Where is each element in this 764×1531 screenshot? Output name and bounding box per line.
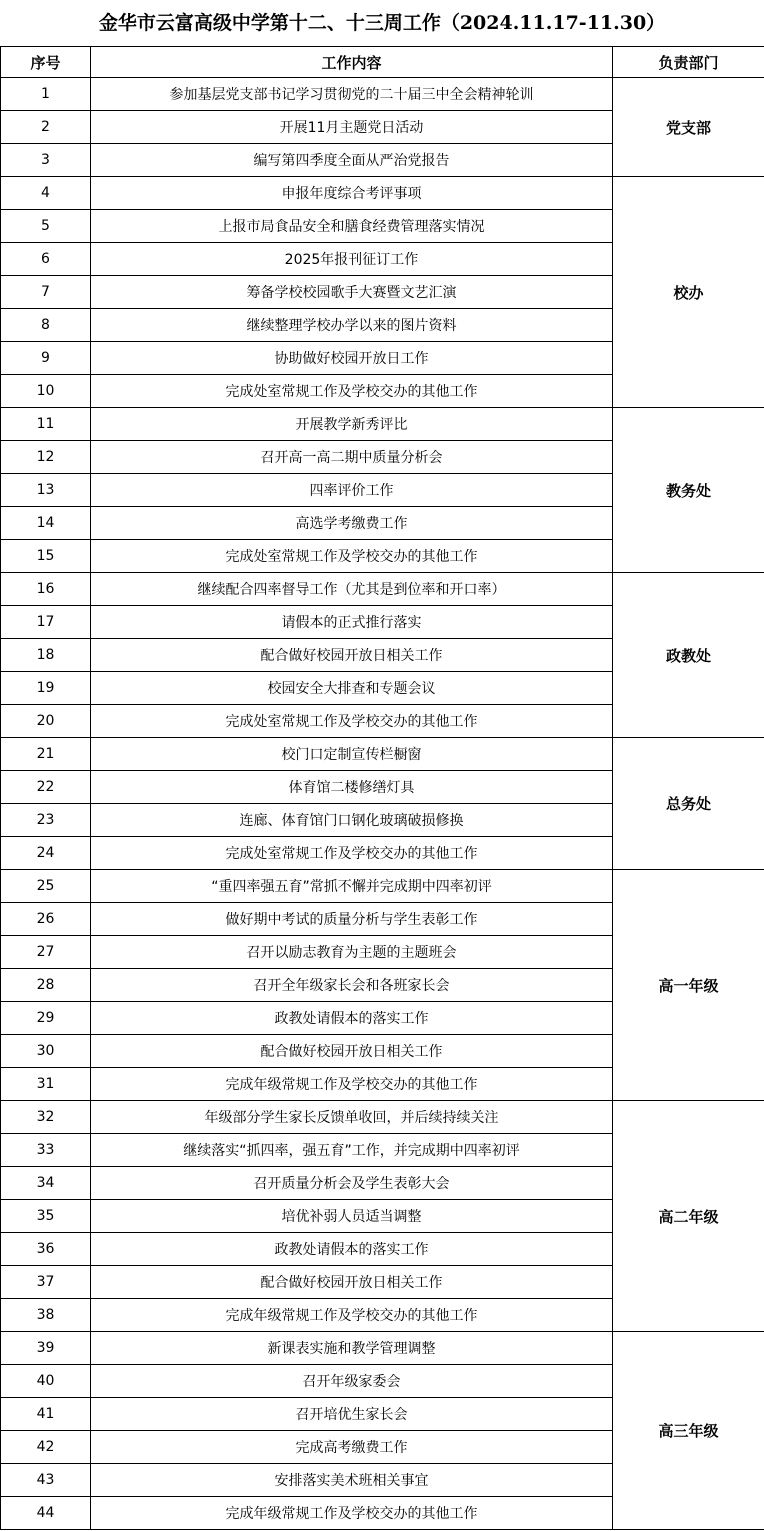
row-number: 16	[1, 573, 91, 606]
table-row	[1, 78, 764, 111]
row-content: 开展教学新秀评比	[91, 408, 613, 441]
row-content: 继续落实“抓四率，强五育”工作，并完成期中四率初评	[91, 1134, 613, 1167]
row-content: 召开以励志教育为主题的主题班会	[91, 936, 613, 969]
table-body	[1, 78, 764, 1530]
row-number: 3	[1, 144, 91, 177]
row-content: 高选学考缴费工作	[91, 507, 613, 540]
row-number: 13	[1, 474, 91, 507]
table-row	[1, 738, 764, 771]
row-content: 培优补弱人员适当调整	[91, 1200, 613, 1233]
row-number: 27	[1, 936, 91, 969]
row-content: 协助做好校园开放日工作	[91, 342, 613, 375]
row-content: “重四率强五育”常抓不懈并完成期中四率初评	[91, 870, 613, 903]
department-cell: 总务处	[613, 738, 764, 870]
row-content: 召开全年级家长会和各班家长会	[91, 969, 613, 1002]
row-content: 上报市局食品安全和膳食经费管理落实情况	[91, 210, 613, 243]
row-content: 安排落实美术班相关事宜	[91, 1464, 613, 1497]
row-content: 编写第四季度全面从严治党报告	[91, 144, 613, 177]
row-number: 9	[1, 342, 91, 375]
department-cell: 高一年级	[613, 870, 764, 1101]
row-number: 24	[1, 837, 91, 870]
row-content: 完成处室常规工作及学校交办的其他工作	[91, 705, 613, 738]
table-row	[1, 573, 764, 606]
row-content: 完成年级常规工作及学校交办的其他工作	[91, 1299, 613, 1332]
row-content: 完成年级常规工作及学校交办的其他工作	[91, 1497, 613, 1530]
row-number: 22	[1, 771, 91, 804]
row-content: 连廊、体育馆门口钢化玻璃破损修换	[91, 804, 613, 837]
row-number: 2	[1, 111, 91, 144]
page-title: 金华市云富高级中学第十二、十三周工作（2024.11.17-11.30）	[98, 12, 666, 34]
row-content: 请假本的正式推行落实	[91, 606, 613, 639]
row-number: 33	[1, 1134, 91, 1167]
row-content: 配合做好校园开放日相关工作	[91, 1266, 613, 1299]
table-row	[1, 870, 764, 903]
row-number: 19	[1, 672, 91, 705]
row-number: 12	[1, 441, 91, 474]
row-number: 14	[1, 507, 91, 540]
row-number: 26	[1, 903, 91, 936]
row-number: 6	[1, 243, 91, 276]
row-content: 完成处室常规工作及学校交办的其他工作	[91, 540, 613, 573]
row-content: 召开培优生家长会	[91, 1398, 613, 1431]
table-row	[1, 177, 764, 210]
row-content: 筹备学校校园歌手大赛暨文艺汇演	[91, 276, 613, 309]
row-number: 36	[1, 1233, 91, 1266]
row-content: 完成处室常规工作及学校交办的其他工作	[91, 375, 613, 408]
row-number: 8	[1, 309, 91, 342]
department-cell: 党支部	[613, 78, 764, 177]
row-number: 18	[1, 639, 91, 672]
row-content: 完成处室常规工作及学校交办的其他工作	[91, 837, 613, 870]
row-content: 年级部分学生家长反馈单收回，并后续持续关注	[91, 1101, 613, 1134]
row-content: 校园安全大排查和专题会议	[91, 672, 613, 705]
row-number: 7	[1, 276, 91, 309]
row-content: 继续整理学校办学以来的图片资料	[91, 309, 613, 342]
row-content: 召开年级家委会	[91, 1365, 613, 1398]
row-content: 召开高一高二期中质量分析会	[91, 441, 613, 474]
row-content: 体育馆二楼修缮灯具	[91, 771, 613, 804]
row-number: 30	[1, 1035, 91, 1068]
row-number: 25	[1, 870, 91, 903]
header-no: 序号	[1, 47, 91, 78]
row-number: 4	[1, 177, 91, 210]
row-number: 37	[1, 1266, 91, 1299]
row-content: 配合做好校园开放日相关工作	[91, 1035, 613, 1068]
department-cell: 高二年级	[613, 1101, 764, 1332]
row-content: 开展11月主题党日活动	[91, 111, 613, 144]
row-content: 四率评价工作	[91, 474, 613, 507]
row-number: 1	[1, 78, 91, 111]
table-row	[1, 1332, 764, 1365]
row-number: 23	[1, 804, 91, 837]
row-number: 11	[1, 408, 91, 441]
row-number: 10	[1, 375, 91, 408]
row-number: 5	[1, 210, 91, 243]
row-number: 42	[1, 1431, 91, 1464]
table-row	[1, 408, 764, 441]
row-number: 35	[1, 1200, 91, 1233]
row-number: 20	[1, 705, 91, 738]
header-content: 工作内容	[91, 47, 613, 78]
row-number: 39	[1, 1332, 91, 1365]
row-content: 政教处请假本的落实工作	[91, 1233, 613, 1266]
row-content: 参加基层党支部书记学习贯彻党的二十届三中全会精神轮训	[91, 78, 613, 111]
row-content: 政教处请假本的落实工作	[91, 1002, 613, 1035]
department-cell: 高三年级	[613, 1332, 764, 1530]
row-number: 29	[1, 1002, 91, 1035]
row-number: 40	[1, 1365, 91, 1398]
row-number: 38	[1, 1299, 91, 1332]
row-content: 申报年度综合考评事项	[91, 177, 613, 210]
row-number: 32	[1, 1101, 91, 1134]
row-content: 2025年报刊征订工作	[91, 243, 613, 276]
row-number: 17	[1, 606, 91, 639]
department-cell: 教务处	[613, 408, 764, 573]
row-content: 新课表实施和教学管理调整	[91, 1332, 613, 1365]
row-number: 21	[1, 738, 91, 771]
department-cell: 校办	[613, 177, 764, 408]
row-content: 配合做好校园开放日相关工作	[91, 639, 613, 672]
row-content: 继续配合四率督导工作（尤其是到位率和开口率）	[91, 573, 613, 606]
row-number: 34	[1, 1167, 91, 1200]
table-header-row	[1, 47, 764, 78]
row-number: 43	[1, 1464, 91, 1497]
row-content: 做好期中考试的质量分析与学生表彰工作	[91, 903, 613, 936]
row-number: 28	[1, 969, 91, 1002]
header-dept: 负责部门	[613, 47, 764, 78]
work-table	[0, 46, 764, 1530]
row-number: 15	[1, 540, 91, 573]
row-content: 召开质量分析会及学生表彰大会	[91, 1167, 613, 1200]
row-number: 41	[1, 1398, 91, 1431]
department-cell: 政教处	[613, 573, 764, 738]
row-number: 44	[1, 1497, 91, 1530]
row-content: 完成年级常规工作及学校交办的其他工作	[91, 1068, 613, 1101]
row-number: 31	[1, 1068, 91, 1101]
table-row	[1, 1101, 764, 1134]
row-content: 校门口定制宣传栏橱窗	[91, 738, 613, 771]
row-content: 完成高考缴费工作	[91, 1431, 613, 1464]
